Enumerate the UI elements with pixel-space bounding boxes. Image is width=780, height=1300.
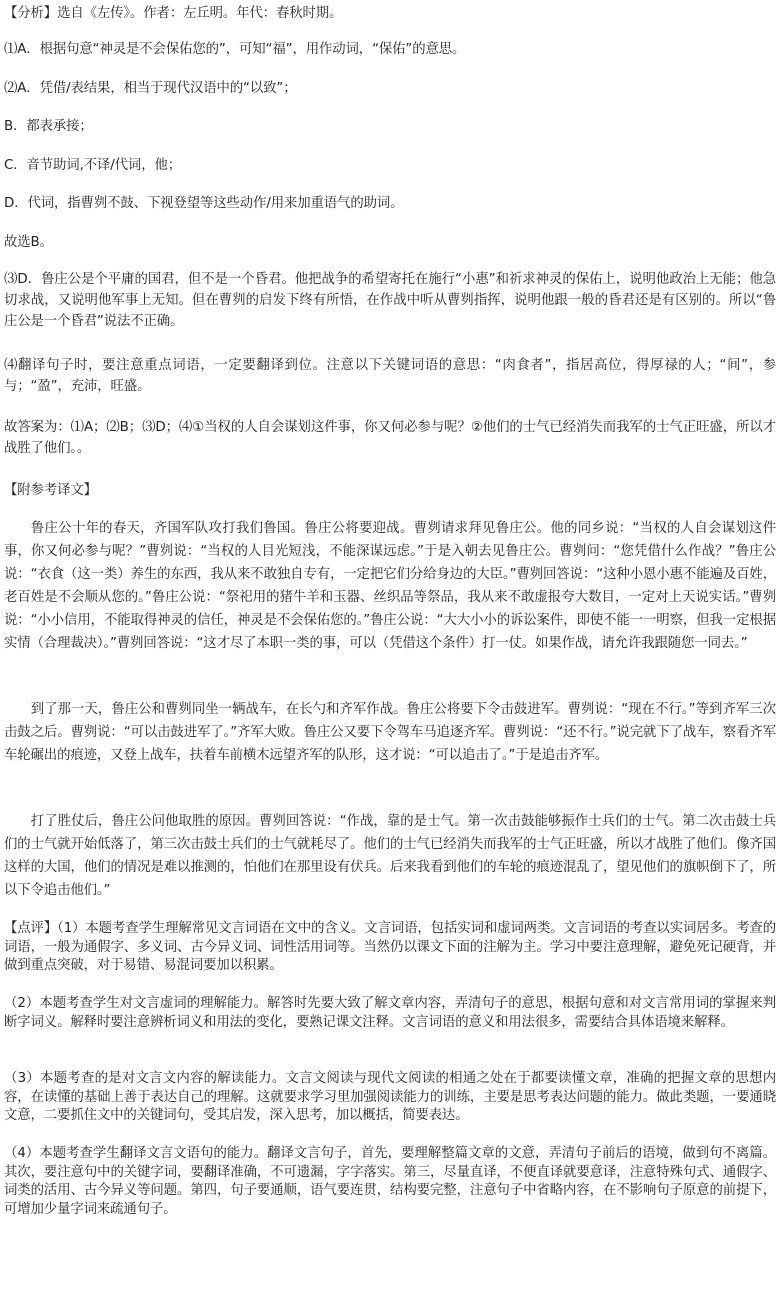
- comment-point-4: （4）本题考查学生翻译文言文语句的能力。翻译文言句子，首先，要理解整篇文章的文意，弄清句子前后的语境，做到句不离篇。其次，要注意句中的关键字词，要翻译准确，不可遗漏，字字落实。第三，尽量直译，不便直译就要意译，注意特殊句式、通假字、词类的活用、古今异义等问题。第四，句子要通顺，语气要连贯，结构要完整，注意句子中省略内容，在不影响句子原意的前提下，可增加少量字词来疏通句子。: [4, 1146, 776, 1217]
- translation-paragraph-1: 鲁庄公十年的春天，齐国军队攻打我们鲁国。鲁庄公将要迎战。曹刿请求拜见鲁庄公。他的同乡说：“当权的人自会谋划这件事，你又何必参与呢？”曹刿说：“当权的人目光短浅，不能深谋远虑。”于是入朝去见鲁庄公。曹刿问：“您凭借什么作战？”鲁庄公说：“衣食（这一类）养生的东西，我从来不敢独自专有，一定把它们分给身边的大臣。”曹刿回答说：“这种小恩小惠不能遍及百姓，老百姓是不会顺从您的。”鲁庄公说：“祭祀用的猪牛羊和玉器、丝织品等祭品，我从来不敢虚报夸大数目，一定对上天说实话。”曹刿说：“小小信用，不能取得神灵的信任，神灵是不会保佑您的。”鲁庄公说：“大大小小的诉讼案件，即使不能一一明察，但我一定根据实情（合理裁决）。”曹刿回答说：“这才尽了本职一类的事，可以（凭借这个条件）打一仗。如果作战，请允许我跟随您一同去。”: [4, 521, 776, 652]
- q4-analysis: ⑷翻译句子时，要注意重点词语，一定要翻译到位。注意以下关键词语的意思：“肉食者”，指居高位，得厚禄的人；“间”，参与；“盈”，充沛，旺盛。: [4, 358, 776, 394]
- q2-option-b: B．都表承接；: [4, 119, 93, 134]
- translation-heading: 【附参考译文】: [4, 483, 97, 498]
- analysis-title-line: 【分析】选自《左传》。作者：左丘明。年代：春秋时期。: [4, 6, 343, 21]
- q2-option-d: D．代词，指曹刿不鼓、下视登望等这些动作/用来加重语气的助词。: [4, 196, 404, 211]
- comment-point-3: （3）本题考查的是对文言文内容的解读能力。文言文阅读与现代文阅读的相通之处在于都要读懂文章，准确的把握文章的思想内容，在读懂的基础上善于表达自己的理解。这就要求学习里加强阅读能力的训练，主要是思考表达问题的能力。做此类题，一要通晓文意，二要抓住文中的关键词句，受其启发，深入思考，加以概括，简要表达。: [4, 1071, 776, 1123]
- q2-option-a: ⑵A．凭借/表结果，相当于现代汉语中的“以致”；: [4, 81, 297, 96]
- q3-analysis: ⑶D．鲁庄公是个平庸的国君，但不是一个昏君。他把战争的希望寄托在施行“小惠”和祈求神灵的保佑上，说明他政治上无能；他急切求战，又说明他军事上无知。但在曹刿的启发下终有所悟，在作战中听从曹刿指挥，说明他跟一般的昏君还是有区别的。所以“鲁庄公是一个昏君”说法不正确。: [4, 272, 776, 329]
- comment-point-1: 【点评】（1）本题考查学生理解常见文言词语在文中的含义。文言词语，包括实词和虚词两类。文言词语的考查以实词居多。考查的词语，一般为通假字、多义词、古今异义词、词性活用词等。当然仍以课文下面的注解为主。学习中要注意理解，避免死记硬背，并做到重点突破，对于易错、易混词要加以积累。: [4, 921, 776, 973]
- q2-choice: 故选B。: [4, 235, 53, 250]
- q2-option-c: C．音节助词,不译/代词，他；: [4, 158, 182, 173]
- answer-summary: 故答案为：⑴A；⑵B；⑶D；⑷①当权的人自会谋划这件事，你又何必参与呢？②他们的士气已经消失而我军的士气正旺盛，所以才战胜了他们。。: [4, 420, 776, 456]
- q1-analysis: ⑴A．根据句意“神灵是不会保佑您的”，可知“福”，用作动词，“保佑”的意思。: [4, 42, 466, 57]
- translation-paragraph-2: 到了那一天，鲁庄公和曹刿同坐一辆战车，在长勺和齐军作战。鲁庄公将要下令击鼓进军。曹刿说：“现在不行。”等到齐军三次击鼓之后。曹刿说：“可以击鼓进军了。”齐军大败。鲁庄公又要下令驾车马追逐齐军。曹刿说：“还不行。”说完就下了战车，察看齐军车轮碾出的痕迹，又登上战车，扶着车前横木远望齐军的队形，这才说：“可以追击了。”于是追击齐军。: [4, 702, 776, 764]
- comment-point-2: （2）本题考查学生对文言虚词的理解能力。解答时先要大致了解文章内容，弄清句子的意思，根据句意和对文言常用词的掌握来判断字词义。解释时要注意辨析词义和用法的变化，要熟记课文注释。文言词语的意义和用法很多，需要结合具体语境来解释。: [4, 996, 776, 1030]
- translation-paragraph-3: 打了胜仗后，鲁庄公问他取胜的原因。曹刿回答说：“作战，靠的是士气。第一次击鼓能够振作士兵们的士气。第二次击鼓士兵们的士气就开始低落了，第三次击鼓士兵们的士气就耗尽了。他们的士气已经消失而我军的士气正旺盛，所以才战胜了他们。像齐国这样的大国，他们的情况是难以推测的，怕他们在那里设有伏兵。后来我看到他们的车轮的痕迹混乱了，望见他们的旗帜倒下了，所以下令追击他们。”: [4, 814, 776, 899]
